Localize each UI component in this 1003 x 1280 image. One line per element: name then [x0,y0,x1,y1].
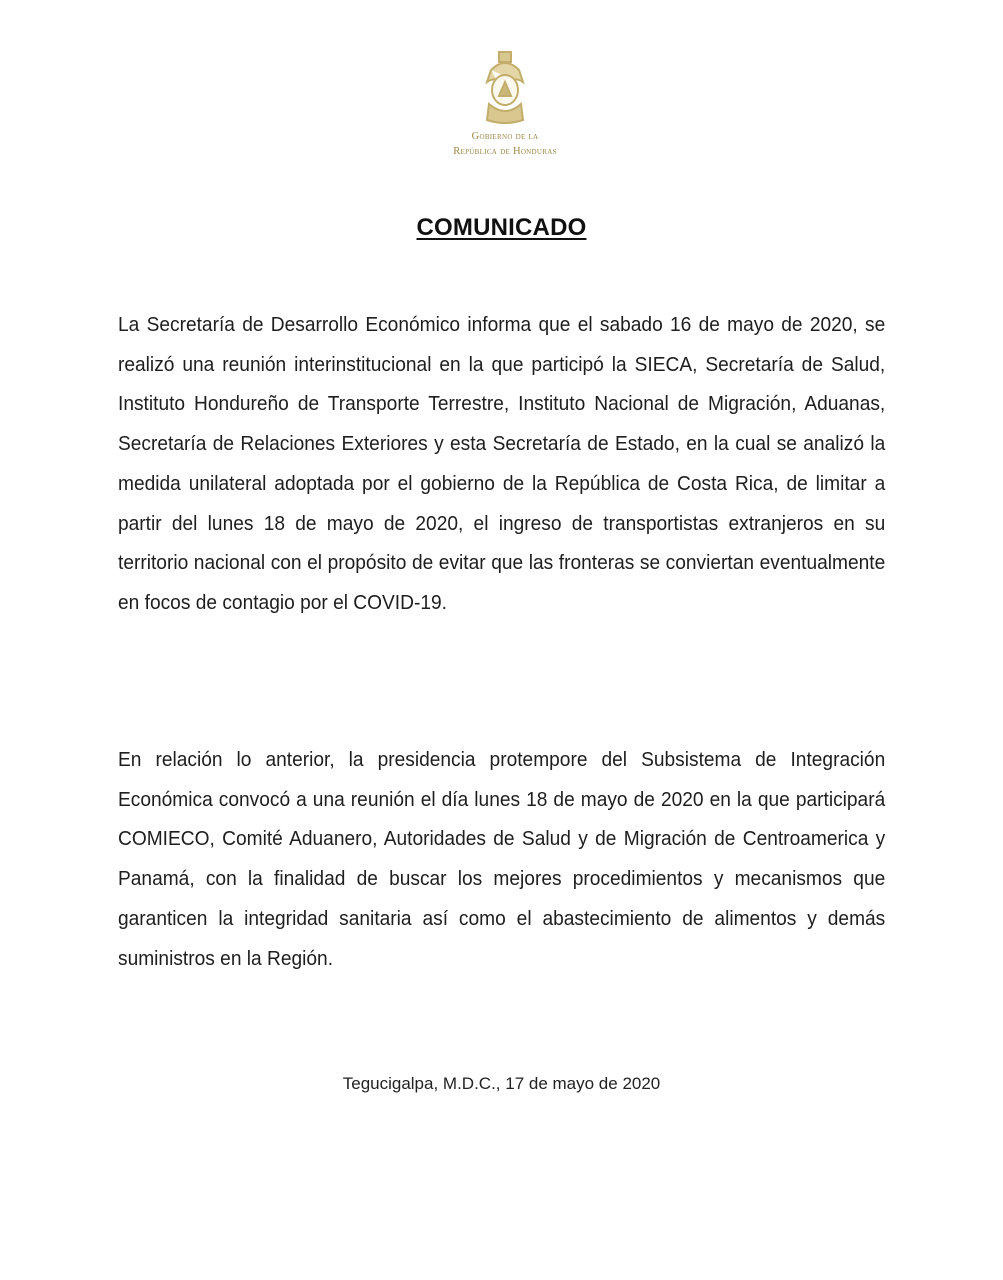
document-title: COMUNICADO [416,214,587,241]
government-logo [430,48,580,158]
paragraph-2: En relación lo anterior, la presidencia protempore del Subsistema de Integración Económica convocó a una reunión el día lunes 18 de mayo de 2020 en la que participará COMIECO, Comité Aduanero, Autoridades de Salud y de Migración de Centroamerica y Panamá, con la finalidad de buscar los mejores procedimientos y mecanismos que garanticen la integridad sanitaria así como el abastecimiento de alimentos y demás suministros en la Región. [118,748,886,970]
coat-of-arms-icon [477,48,533,128]
signature-place-date: Tegucigalpa, M.D.C., 17 de mayo de 2020 [342,1074,661,1093]
paragraph-1: La Secretaría de Desarrollo Económico informa que el sabado 16 de mayo de 2020, se realizó una reunión interinstitucional en la que participó la SIECA, Secretaría de Salud, Instituto Hondureño de Transporte Terrestre, Instituto Nacional de Migración, Aduanas, Secretaría de Relaciones Exteriores y esta Secretaría de Estado, en la cual se analizó la medida unilateral adoptada por el gobierno de la República de Costa Rica, de limitar a partir del lunes 18 de mayo de 2020, el ingreso de transportistas extranjeros en su territorio nacional con el propósito de evitar que las fronteras se conviertan eventualmente en focos de contagio por el COVID-19. [118,313,886,614]
logo-text-line1: Gobierno de la [471,131,539,142]
logo-text-line2: República de Honduras [453,146,557,157]
